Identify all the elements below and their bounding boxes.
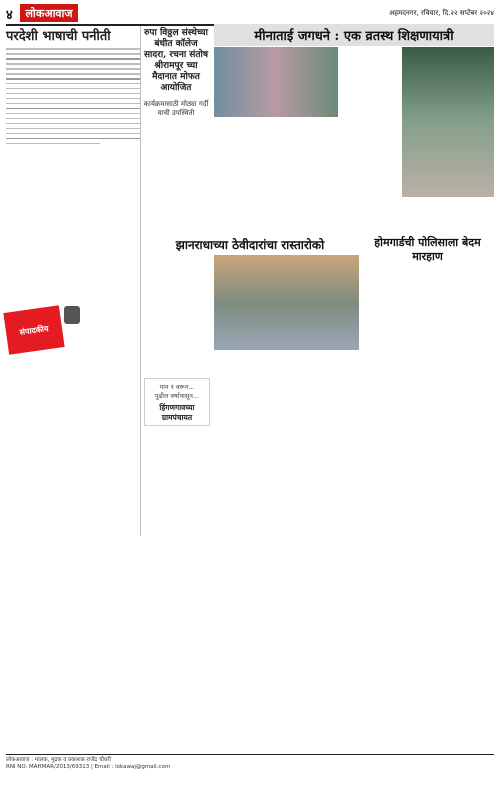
right-headline: होमगार्डची पोलिसाला बेदम मारहाण: [374, 236, 481, 263]
continuation-text: पुढील वर्षापासून...: [154, 392, 200, 400]
editor-photo: [64, 306, 80, 324]
middle-paragraph: कार्यक्रमासाठी मोठ्या गर्दी याची उपस्थिती: [143, 100, 209, 117]
page-number: ४: [6, 8, 13, 23]
feature-banner: मीनाताई जगधने : एक व्रतस्थ शिक्षणायात्री: [214, 24, 494, 46]
editorial-headline: परदेशी भाषाची पनीती: [6, 29, 111, 44]
footer: [6, 754, 494, 771]
editorial-text: [6, 48, 140, 144]
dateline: अहमदनगर, रविवार, दि.२२ सप्टेंबर २०२४: [388, 9, 494, 17]
footer-line-1: लोकआवाज : मालक, मुद्रक व प्रकाशक राजेंद्र चौधरी: [6, 757, 111, 763]
subhead: हिंगणगावच्या ग्रामपंचायत: [159, 403, 195, 422]
continuation-box: [144, 378, 210, 426]
continuation-head: पान १ वरून...: [159, 383, 195, 391]
middle-headline: रुपा विठ्ठल संस्थेच्या बंधीत कॉलेज सादरा, रचना संतोष श्रीरामपूर च्या मैदानात मोफत आयोजित: [143, 28, 209, 93]
feature-photo-1: [214, 47, 338, 117]
center-photo: [214, 255, 359, 350]
masthead: [6, 4, 494, 26]
middle-column: [140, 26, 212, 236]
newspaper-logo: लोकआवाज: [20, 4, 78, 22]
editorial-badge: संपादकीय: [3, 305, 64, 354]
footer-line-2: RNI NO. MAHMAR/2013/69313 | Email : lokawaj@gmail.com: [6, 764, 171, 770]
center-headline: झानराधाच्या ठेवीदारांचा रास्तारोको: [175, 238, 325, 252]
feature-photo-2: [402, 47, 494, 197]
editorial-column: [6, 26, 141, 536]
